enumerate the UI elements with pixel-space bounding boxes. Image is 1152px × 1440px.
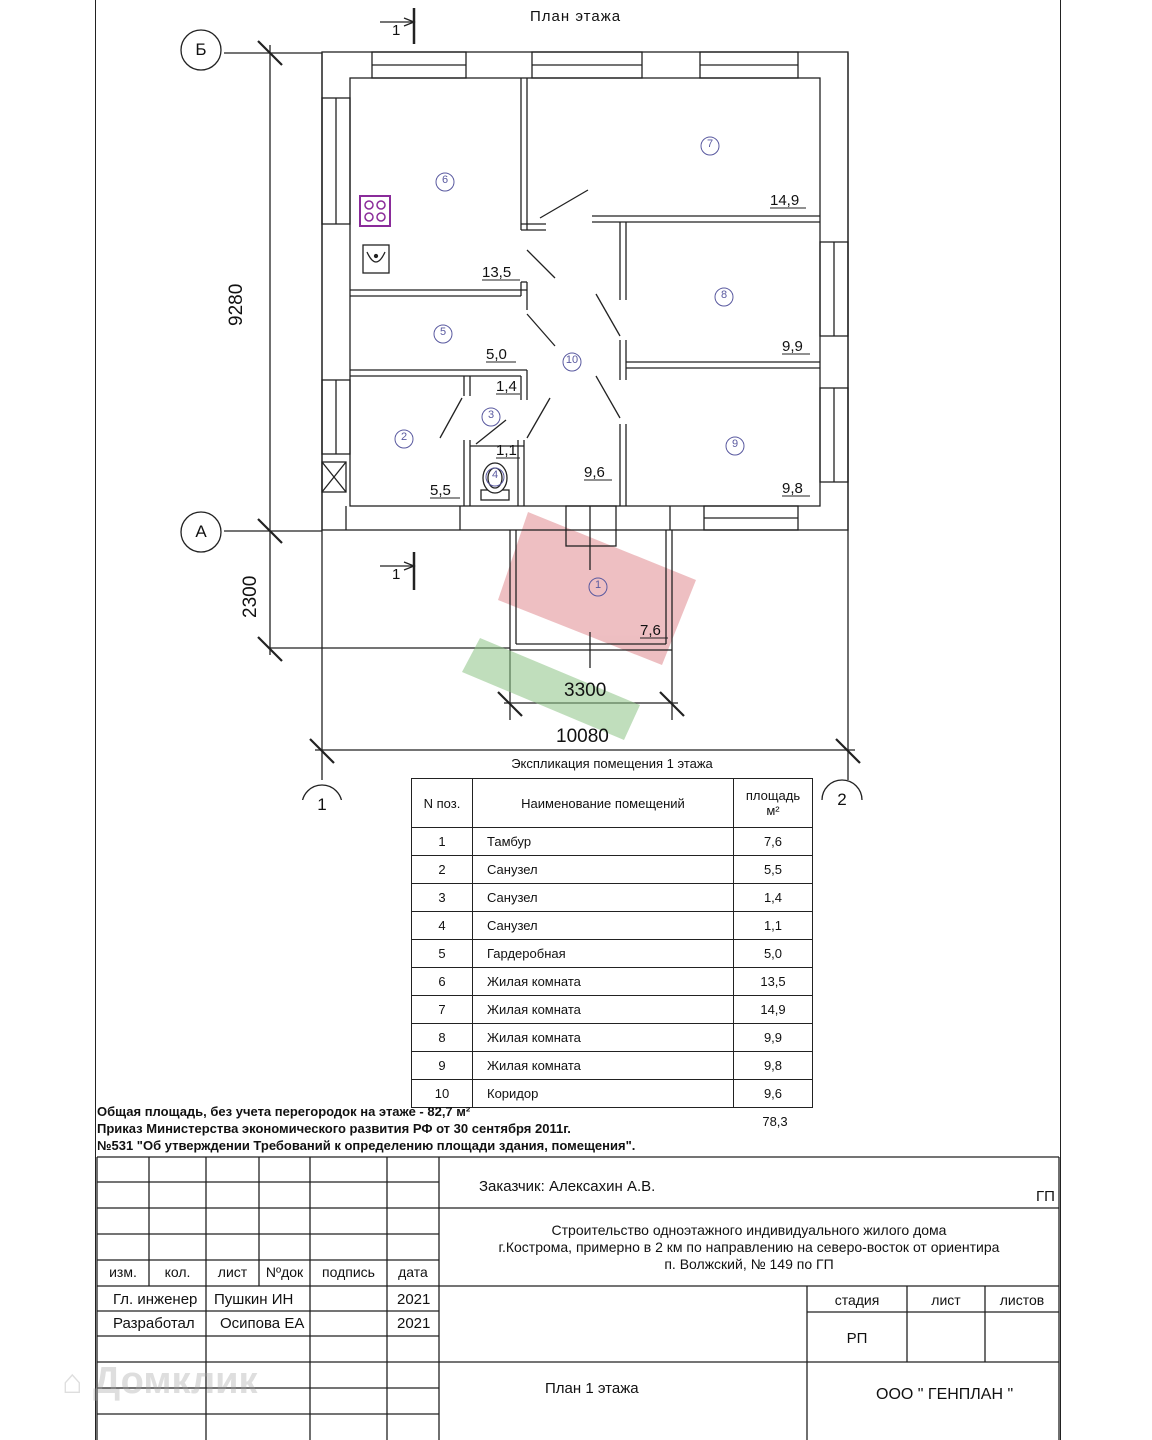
section-mark-bottom: 1 — [392, 566, 401, 583]
project-line-1: Строительство одноэтажного индивидуального жилого дома — [551, 1222, 947, 1238]
name-developer: Осипова ЕА — [220, 1315, 305, 1332]
col-izm: изм. — [109, 1264, 137, 1280]
row-area: 9,8 — [734, 1052, 813, 1080]
row-name: Санузел — [473, 884, 734, 912]
axis-a-label: А — [195, 522, 207, 541]
project-code: ГП — [1036, 1188, 1055, 1205]
stage-label: стадия — [834, 1292, 880, 1308]
room-10-area: 9,6 — [584, 464, 605, 481]
project-line-2: г.Кострома, примерно в 2 км по направлению на северо-восток от ориентира — [498, 1239, 1000, 1255]
room-9-area: 9,8 — [782, 480, 803, 497]
room-8-area: 9,9 — [782, 338, 803, 355]
role-developer: Разработал — [113, 1315, 195, 1332]
explication-total: 78,3 — [762, 1114, 788, 1129]
room-1-num: 1 — [594, 579, 602, 591]
room-5-num: 5 — [439, 326, 447, 338]
row-area: 1,4 — [734, 884, 813, 912]
row-num: 3 — [412, 884, 473, 912]
row-area: 9,6 — [734, 1080, 813, 1108]
col-name-header: Наименование помещений — [473, 779, 734, 828]
note-order: Приказ Министерства экономического развития РФ от 30 сентября 2011г. — [97, 1121, 571, 1136]
col-list: лист — [217, 1264, 248, 1280]
watermark-home-icon: ⌂ — [62, 1363, 83, 1401]
room-8-num: 8 — [720, 289, 728, 301]
row-area: 7,6 — [734, 828, 813, 856]
axis-b-label: Б — [195, 40, 207, 59]
row-area: 13,5 — [734, 968, 813, 996]
room-4-area: 1,1 — [496, 442, 517, 459]
row-num: 6 — [412, 968, 473, 996]
row-name: Жилая комната — [473, 996, 734, 1024]
row-name: Санузел — [473, 856, 734, 884]
room-6-num: 6 — [441, 174, 449, 186]
name-chief-engineer: Пушкин ИН — [214, 1291, 294, 1308]
row-name: Гардеробная — [473, 940, 734, 968]
row-name: Тамбур — [473, 828, 734, 856]
row-num: 1 — [412, 828, 473, 856]
col-data: дата — [398, 1264, 428, 1280]
company-name: ООО " ГЕНПЛАН " — [876, 1386, 1014, 1403]
project-line-3: п. Волжский, № 149 по ГП — [664, 1256, 834, 1272]
col-ndok: Nºдок — [265, 1264, 304, 1280]
dim-width-porch: 3300 — [564, 680, 607, 701]
note-order-title: №531 "Об утверждении Требований к определению площади здания, помещения". — [97, 1138, 636, 1153]
row-num: 2 — [412, 856, 473, 884]
dim-height-porch: 2300 — [240, 575, 261, 618]
room-7-num: 7 — [706, 138, 714, 150]
row-num: 4 — [412, 912, 473, 940]
row-area: 9,9 — [734, 1024, 813, 1052]
row-area: 5,0 — [734, 940, 813, 968]
sheet-title: План 1 этажа — [545, 1380, 639, 1397]
row-name: Жилая комната — [473, 968, 734, 996]
explication-title: Экспликация помещения 1 этажа — [511, 756, 713, 771]
note-total-area: Общая площадь, без учета перегородок на этаже - 82,7 м² — [97, 1104, 471, 1119]
room-9-num: 9 — [731, 438, 739, 450]
row-num: 10 — [412, 1080, 473, 1108]
plan-title: План этажа — [530, 8, 622, 25]
row-area: 1,1 — [734, 912, 813, 940]
room-7-area: 14,9 — [770, 192, 800, 209]
row-area: 5,5 — [734, 856, 813, 884]
customer-label: Заказчик: Алексахин А.В. — [479, 1178, 656, 1195]
stage-value: РП — [846, 1330, 868, 1347]
watermark-text — [62, 1360, 257, 1403]
role-chief-engineer: Гл. инженер — [113, 1291, 198, 1308]
row-num: 8 — [412, 1024, 473, 1052]
section-mark-top: 1 — [392, 22, 401, 39]
sheet-label: лист — [931, 1292, 961, 1308]
sheets-label: листов — [999, 1292, 1045, 1308]
room-1-area: 7,6 — [640, 622, 661, 639]
row-name: Санузел — [473, 912, 734, 940]
col-kol: кол. — [164, 1264, 191, 1280]
room-2-area: 5,5 — [430, 482, 451, 499]
col-area-label: площадь — [745, 788, 801, 803]
row-name: Жилая комната — [473, 1052, 734, 1080]
room-3-area: 1,4 — [496, 378, 517, 395]
room-6-area: 13,5 — [482, 264, 512, 281]
room-4-num: 4 — [491, 469, 499, 481]
row-name: Жилая комната — [473, 1024, 734, 1052]
year-developer: 2021 — [397, 1315, 431, 1332]
axis-2-label: 2 — [837, 790, 847, 809]
room-2-num: 2 — [400, 431, 408, 443]
row-area: 14,9 — [734, 996, 813, 1024]
col-num-header: N поз. — [412, 779, 473, 828]
axis-1-label: 1 — [317, 795, 327, 814]
row-num: 5 — [412, 940, 473, 968]
col-podpis: подпись — [322, 1264, 375, 1280]
room-3-num: 3 — [487, 409, 495, 421]
watermark-label: Домклик — [93, 1360, 258, 1402]
dim-width-total: 10080 — [556, 726, 609, 747]
row-name: Коридор — [473, 1080, 734, 1108]
room-5-area: 5,0 — [486, 346, 507, 363]
dim-height-total: 9280 — [226, 283, 247, 326]
room-10-num: 10 — [565, 354, 579, 366]
col-area-unit: м² — [766, 803, 780, 818]
year-chief-engineer: 2021 — [397, 1291, 431, 1308]
row-num: 9 — [412, 1052, 473, 1080]
row-num: 7 — [412, 996, 473, 1024]
